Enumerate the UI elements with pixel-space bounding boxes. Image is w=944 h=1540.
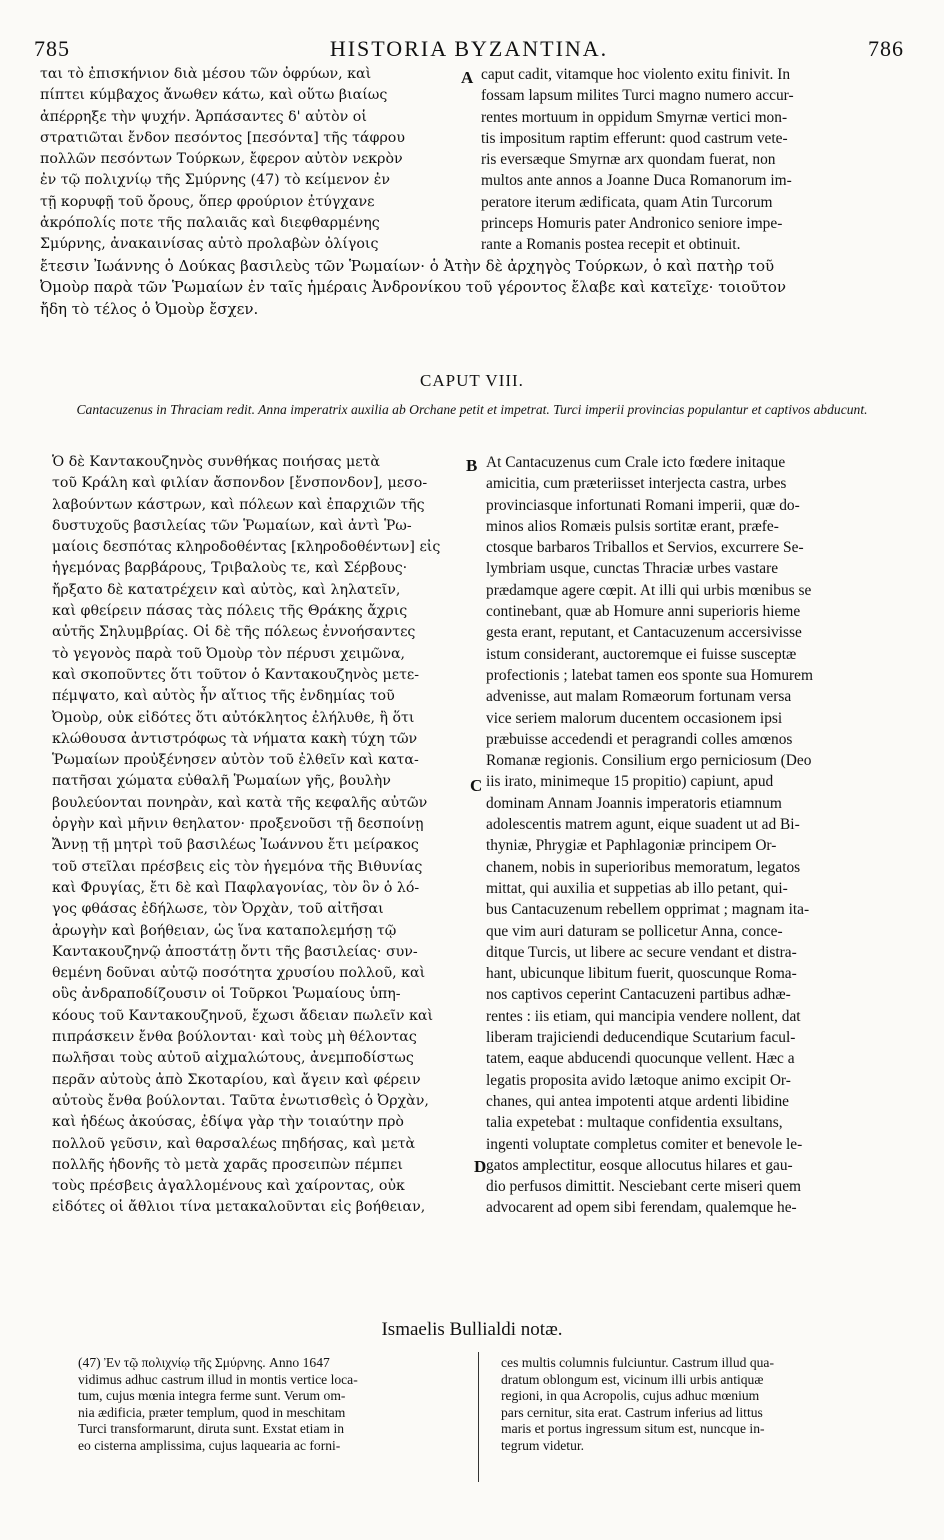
greek-text-line: οὓς ἀνδραποδίζουσιν οἱ Τοῦρκοι Ῥωμαίους ὑπη- — [52, 986, 401, 1003]
greek-text-line: πιπράσκειν ἔνθα βούλονται· καὶ τοὺς μὴ θέλοντας — [52, 1029, 417, 1046]
greek-text-line: Ὀμοὺρ παρὰ τῶν Ῥωμαίων ἐν ταῖς ἡμέραις Ἀνδρονίκου τοῦ γέροντος ἔλαβε καὶ κατεῖχε· τοιοῦτον — [40, 278, 787, 297]
main-latin-column — [486, 452, 906, 1219]
latin-text-line: ingenti voluptate completus comiter et benevole le- — [486, 1135, 803, 1153]
latin-text-line: profectionis ; latebat tamen eos sponte sua Homurem — [486, 666, 813, 684]
latin-text-line: istum considerant, auctoremque ei fuisse susceptæ — [486, 645, 797, 663]
latin-text-line: prædamque agere cœpit. At illi qui urbis mœnibus se — [486, 581, 812, 599]
greek-text-line: τοῦ στεῖλαι πρέσβεις εἰς τὸν ἡγεμόνα τῆς Βιθυνίας — [52, 858, 423, 875]
latin-text-line: iis irato, minimeque 15 propitio) capiunt, apud — [486, 773, 774, 791]
running-title: HISTORIA BYZANTINA. — [329, 36, 609, 61]
greek-text-line: τῇ κορυφῇ τοῦ ὄρους, ὅπερ φρούριον ἐτύγχανε — [40, 193, 375, 210]
greek-text-line: Ὀμοὺρ, οὐκ εἰδότες ὅτι αὐτόκλητος ἐλήλυθε, ἢ ὅτι — [52, 709, 415, 726]
latin-text-line: nos captivos ceperint Cantacuzeni partibus adhæ- — [486, 986, 791, 1004]
latin-text-line: hant, ubicunque libitum fuerit, quoscunque Roma- — [486, 965, 797, 983]
margin-marker-b: B — [466, 456, 478, 475]
greek-text-line: ἤρξατο δὲ κατατρέχειν καὶ αὐτὸς, καὶ ληλατεῖν, — [52, 581, 401, 598]
main-greek-column — [52, 452, 464, 1219]
latin-text-line: minos alios Romæis pulsis sortitæ erant, præfe- — [486, 517, 779, 535]
notes-column-divider — [478, 1352, 479, 1482]
greek-text-line: πολλοῦ γεῦσιν, καὶ θαρσαλέως πηδήσας, καὶ μετὰ — [52, 1135, 416, 1152]
latin-text-line: rentes : iis etiam, qui mancipia vendere nollent, dat — [486, 1007, 801, 1025]
latin-text-line: princeps Homuris pater Andronico seniore impe- — [481, 215, 783, 233]
latin-text-line: thyniæ, Phrygiæ et Paphlagoniæ principem Or- — [486, 837, 777, 855]
margin-marker-d: D — [474, 1157, 487, 1176]
greek-text-line: μαίοις δεσπότας κληροδοθέντας [κληροδοθέντων] εἰς — [52, 539, 441, 556]
greek-text-line: δυστυχοῦς βασιλείας τῶν Ῥωμαίων, καὶ ἀντὶ Ῥω- — [52, 517, 412, 534]
greek-text-line: θεμένη δοῦναι αὐτῷ ποσότητα χρυσίου πολλοῦ, καὶ — [52, 965, 426, 982]
greek-text-line: ἤδη τὸ τέλος ὁ Ὀμοὺρ ἔσχεν. — [40, 299, 259, 318]
greek-text-line: πωλῆσαι τοὺς αὐτοῦ αἰχμαλώτους, ἀνεμποδίστως — [52, 1050, 414, 1067]
latin-text-line: tis impositum raptim efferunt: quod castrum vete- — [481, 129, 788, 147]
latin-text-line: chanem, nobis in superioribus memoratum, legatos — [486, 858, 801, 876]
top-greek-column — [40, 64, 460, 256]
latin-text-line: ditque Turcis, ut libere ac secure vendant et distra- — [486, 943, 797, 961]
latin-text-line: continebant, quæ ab Homure anni superioris hieme — [486, 603, 801, 621]
greek-text-line: περᾶν αὐτοὺς ἀπὸ Σκοταρίου, καὶ ἄγειν καὶ φέρειν — [52, 1071, 421, 1088]
latin-text-line: bus Cantacuzenum rebellem opprimat ; magnam ita- — [486, 901, 810, 919]
latin-text-line: advocarent ad opem sibi ferendam, qualemque he- — [486, 1199, 797, 1217]
latin-text-line: At Cantacuzenus cum Crale icto fœdere initaque — [486, 454, 786, 471]
chapter-heading: CAPUT VIII. — [420, 371, 524, 390]
latin-text-line: talia expetebat : multaque confidentia exsultans, — [486, 1114, 783, 1132]
greek-text-line: Ἄννῃ τῇ μητρὶ τοῦ βασιλέως Ἰωάννου ἔτι μείρακος — [52, 837, 419, 854]
latin-text-line: ctosque barbaros Triballos et Servios, excurrere Se- — [486, 539, 804, 557]
greek-text-line: γος φθάσας ἐδήλωσε, τὸν Ὀρχὰν, τοῦ αἰτῆσαι — [52, 901, 384, 918]
greek-text-line: βουλεύονται πονηρὰν, καὶ κατὰ τῆς κεφαλῆς αὐτῶν — [52, 794, 428, 811]
note-text-line: tegrum videtur. — [501, 1437, 585, 1453]
latin-text-line: mittat, qui auxilia et suppetias ab illo petant, qui- — [486, 879, 788, 897]
latin-text-line: chanes, qui antea impotenti atque ardenti libidine — [486, 1092, 790, 1110]
page-number-left: 785 — [34, 36, 70, 61]
latin-text-line: vice seriem malorum ducentem occasionem ipsi — [486, 709, 783, 727]
chapter-summary: Cantacuzenus in Thraciam redit. Anna imperatrix auxilia ab Orchane petit et impetrat. Turci imperii provincias populantur et captivos abducunt. — [76, 402, 868, 417]
top-fullwidth-greek — [40, 256, 904, 320]
latin-text-line: advenisse, aut malam Romæorum fortunam versa — [486, 688, 792, 706]
greek-text-line: ται τὸ ἐπισκήνιον διὰ μέσου τῶν ὀφρύων, καὶ — [40, 66, 372, 82]
running-header — [34, 36, 904, 66]
greek-text-line: καὶ Φρυγίας, ἔτι δὲ καὶ Παφλαγονίας, τὸν ὃν ὁ λό- — [52, 879, 420, 896]
top-latin-column — [481, 64, 905, 256]
latin-text-line: rentes mortuum in oppidum Smyrnæ vertici mon- — [481, 108, 788, 126]
note-text-line: ces multis columnis fulciuntur. Castrum illud qua- — [501, 1355, 774, 1370]
latin-text-line: præbuisse accedendi et peragrandi colles amœnos — [486, 730, 793, 748]
greek-text-line: ἀκρόπολίς ποτε τῆς παλαιᾶς καὶ διεφθαρμένης — [40, 215, 380, 232]
latin-text-line: multos ante annos a Joanne Duca Romanorum im- — [481, 172, 792, 190]
note-text-line: maris et portus ingressum situm est, nuncque in- — [501, 1421, 765, 1436]
note-text-line: eo cisterna amplissima, cujus laquearia ac forni- — [78, 1437, 341, 1453]
greek-text-line: ἐν τῷ πολιχνίῳ τῆς Σμύρνης (47) τὸ κείμενον ἐν — [40, 172, 390, 189]
page-number-right: 786 — [868, 36, 904, 61]
note-text-line: nia ædificia, præter templum, quod in meschitam — [78, 1404, 346, 1420]
note-text-line: vidimus adhuc castrum illud in montis vertice loca- — [78, 1371, 358, 1387]
greek-text-line: αὐτῆς Σηλυμβρίας. Οἱ δὲ τῆς πόλεως ἐννοήσαντες — [52, 624, 416, 641]
greek-text-line: πολλῆς ἡδονῆς τὸ μετὰ χαρᾶς προσειπὼν πέμπει — [52, 1156, 403, 1173]
greek-text-line: καὶ φθείρειν πάσας τὰς πόλεις τῆς Θράκης ἄχρις — [52, 603, 408, 620]
margin-marker-a: A — [461, 68, 474, 87]
latin-text-line: dio perfusos dimittit. Nesciebant certe miseri quem — [486, 1178, 801, 1196]
greek-text-line: ἡγεμόνας βαρβάρους, Τριβαλοὺς τε, καὶ Σέρβους· — [52, 560, 408, 577]
greek-text-line: καὶ σκοποῦντες ὅτι τοῦτον ὁ Καντακουζηνὸς μετε- — [52, 666, 420, 683]
greek-text-line: Σμύρνης, ἀνακαινίσας αὐτὸ προλαβὼν ὀλίγοις — [40, 236, 379, 253]
latin-text-line: tatem, eaque abducendi quocunque vellent. Hæc a — [486, 1050, 795, 1068]
latin-text-line: ris eversæque Smyrnæ arx quondam fuerat, non — [481, 151, 776, 169]
greek-text-line: λαβούντων κάστρων, καὶ πόλεων καὶ ἐπαρχιῶν τῆς — [52, 496, 425, 513]
latin-text-line: gatos amplectitur, eosque allocutus hilares et gau- — [486, 1156, 793, 1174]
latin-text-line: fossam lapsum milites Turci magno numero accur- — [481, 87, 794, 105]
greek-text-line: Καντακουζηνῷ ἀποστάτῃ ὄντι τῆς βασιλείας· συν- — [52, 943, 418, 960]
greek-text-line: ἔτεσιν Ἰωάννης ὁ Δούκας βασιλεὺς τῶν Ῥωμαίων· ὁ Ἀτὴν δὲ ἀρχηγὸς Τούρκων, ὁ καὶ πατὴρ τοῦ — [40, 257, 775, 275]
latin-text-line: liberam trajiciendi deducendique Scutarium facul- — [486, 1029, 796, 1047]
note-text-line: regioni, in qua Acropolis, cujus adhuc mœnium — [501, 1388, 760, 1403]
greek-text-line: στρατιῶται ἔνδον πεσόντος [πεσόντα] τῆς τάφρου — [40, 129, 405, 146]
notes-heading: Ismaelis Bullialdi notæ. — [381, 1319, 563, 1340]
greek-text-line: Ὁ δὲ Καντακουζηνὸς συνθήκας ποιήσας μετὰ — [52, 454, 380, 470]
greek-text-line: κλώθουσα ἀντιστρόφως τὰ νήματα κακὴ τύχη τῶν — [52, 730, 418, 747]
latin-text-line: adolescentis matrem agunt, eique suadent ut ad Bi- — [486, 816, 800, 834]
latin-text-line: lymbriam usque, cunctas Thraciæ urbes vastare — [486, 560, 779, 578]
note-text-line: Turci transformarunt, diruta sunt. Exstat etiam in — [78, 1421, 345, 1436]
greek-text-line: πίπτει κύμβαχος ἄνωθεν κάτω, καὶ οὕτω βιαίως — [40, 87, 388, 104]
greek-text-line: τοῦ Κράλη καὶ φιλίαν ἄσπονδον [ἔνσπονδον], μεσο- — [52, 475, 428, 492]
latin-text-line: provinciasque infortunati Romani imperii, quæ do- — [486, 496, 800, 514]
latin-text-line: caput cadit, vitamque hoc violento exitu finivit. In — [481, 66, 791, 83]
latin-text-line: Romanæ regionis. Consilium ergo perniciosum (Deo — [486, 752, 812, 770]
latin-text-line: gesta erant, reputant, et Cantacuzenum accersivisse — [486, 624, 802, 642]
greek-text-line: καὶ ἡδέως ἀκούσας, ἐδίψα γὰρ τὴν τοιαύτην πρὸ — [52, 1114, 404, 1131]
notes-right-column — [501, 1355, 901, 1454]
latin-text-line: que vim auri daturam se pollicetur Anna, conce- — [486, 922, 783, 940]
note-text-line: (47) Ἐν τῷ πολιχνίῳ τῆς Σμύρνης. Anno 1647 — [78, 1355, 330, 1370]
note-text-line: dratum oblongum est, vicinum illi urbis antiquæ — [501, 1371, 764, 1387]
notes-left-column — [78, 1355, 470, 1454]
latin-text-line: peratore iterum ædificata, quam Atin Turcorum — [481, 193, 773, 211]
greek-text-line: ὀργὴν καὶ μῆνιν θεηλατον· προξενοῦσι τῇ δεσποίνῃ — [52, 816, 424, 833]
greek-text-line: πολλῶν πεσόντων Τούρκων, ἔφερον αὐτὸν νεκρὸν — [40, 151, 403, 168]
greek-text-line: πατῆσαι χώματα εὐθαλῆ Ῥωμαίων γῆς, βουλὴν — [52, 773, 391, 790]
note-text-line: pars cernitur, sita erat. Castrum inferius ad littus — [501, 1404, 763, 1420]
margin-marker-c: C — [470, 776, 483, 795]
greek-text-line: τοὺς πρέσβεις ἀγαλλομένους καὶ χαίροντας, οὐκ — [52, 1178, 405, 1195]
greek-text-line: Ῥωμαίων προὐξένησεν αὐτὸν τοῦ ἐλθεῖν καὶ κατα- — [52, 752, 419, 769]
greek-text-line: τὸ γεγονὸς παρὰ τοῦ Ὀμοὺρ τὸν πέρυσι χειμῶνα, — [52, 645, 406, 662]
greek-text-line: πέμψατο, καὶ αὐτὸς ἦν αἴτιος τῆς ἐνδημίας τοῦ — [52, 688, 395, 705]
note-text-line: tum, cujus mœnia integra ferme sunt. Verum om- — [78, 1388, 346, 1403]
latin-text-line: legatis proposita avido lætoque animo excipit Or- — [486, 1071, 791, 1089]
greek-text-line: κόους τοῦ Καντακουζηνοῦ, ἔχωσι ἄδειαν πωλεῖν καὶ — [52, 1007, 434, 1024]
latin-text-line: dominam Annam Joannis imperatoris etiamnum — [486, 794, 782, 812]
greek-text-line: αὐτοὺς ἔνθα βούλονται. Ταῦτα ἐνωτισθεὶς ὁ Ὀρχὰν, — [52, 1092, 429, 1109]
greek-text-line: ἀπέρρηξε τὴν ψυχήν. Ἁρπάσαντες δ' αὐτὸν οἱ — [40, 108, 367, 125]
latin-text-line: amicitia, cum præteriisset interjecta castra, urbes — [486, 475, 787, 493]
greek-text-line: ἀρωγὴν καὶ βοήθειαν, ὡς ἵνα καταπολεμήσῃ τῷ — [52, 922, 397, 939]
greek-text-line: εἰδότες οἱ ἄθλιοι τίνα μετακαλοῦνται εἰς βοήθειαν, — [52, 1199, 426, 1216]
latin-text-line: rante a Romanis postea recepit et obtinuit. — [481, 236, 741, 254]
